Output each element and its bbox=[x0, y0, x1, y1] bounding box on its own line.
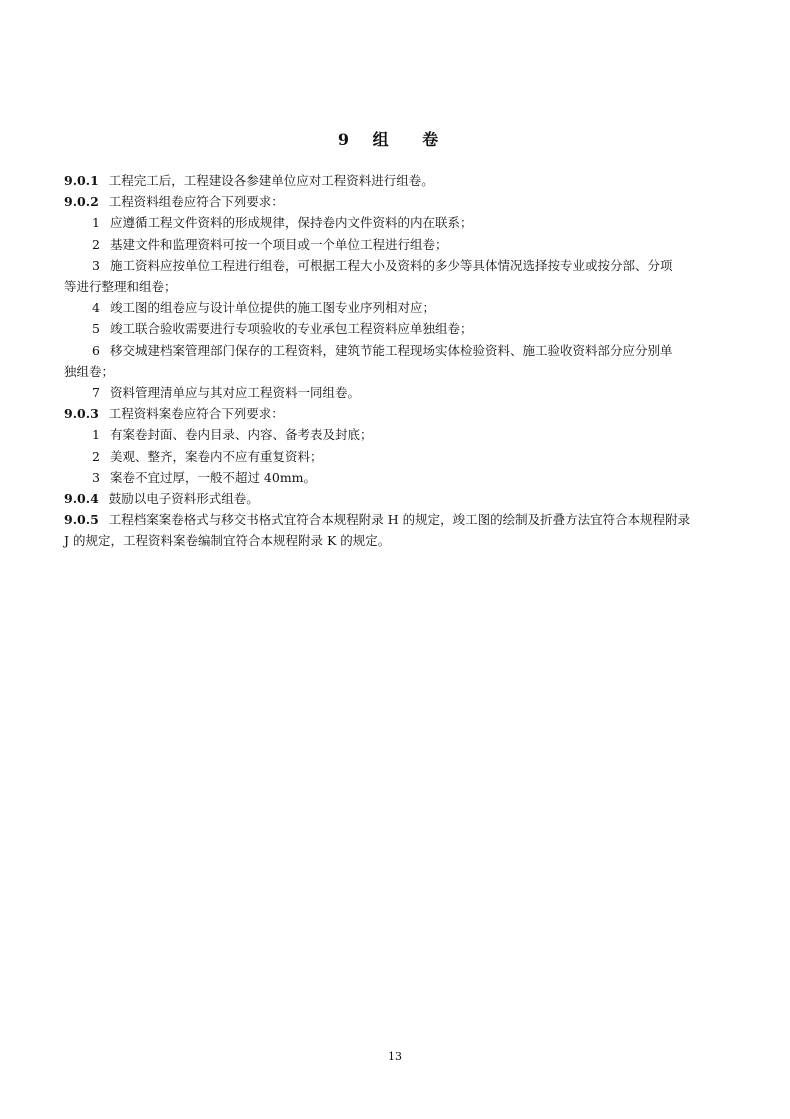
clause bbox=[64, 170, 724, 191]
clause-number: 9.0.2 bbox=[64, 194, 99, 210]
clause-number: 9.0.4 bbox=[64, 491, 99, 507]
list-item-number: 6 bbox=[92, 342, 100, 358]
clause-text: 有案卷封面、卷内目录、内容、备考表及封底； bbox=[109, 427, 373, 443]
clause-continuation: 等进行整理和组卷； bbox=[64, 279, 177, 295]
clause-text: 竣工联合验收需要进行专项验收的专业承包工程资料应单独组卷； bbox=[109, 321, 473, 337]
clause-number: 9.0.5 bbox=[64, 512, 99, 528]
list-item-number: 7 bbox=[92, 385, 100, 401]
clause-text: 鼓励以电子资料形式组卷。 bbox=[108, 491, 259, 507]
clause-text: 施工资料应按单位工程进行组卷，可根据工程大小及资料的多少等具体情况选择按专业或按分部、分项 bbox=[109, 257, 673, 273]
clause-text: 工程资料组卷应符合下列要求： bbox=[108, 194, 284, 210]
list-item-number: 4 bbox=[92, 300, 100, 316]
list-item bbox=[64, 255, 724, 276]
clause bbox=[64, 191, 724, 212]
chapter-title bbox=[0, 127, 790, 150]
clause bbox=[64, 509, 724, 530]
clause-text: 应遵循工程文件资料的形成规律，保持卷内文件资料的内在联系； bbox=[109, 215, 473, 231]
clause-continuation: 独组卷； bbox=[64, 363, 115, 379]
list-item-number: 1 bbox=[92, 427, 100, 443]
clause-text: 工程完工后，工程建设各参建单位应对工程资料进行组卷。 bbox=[108, 173, 434, 188]
clause-number: 9.0.1 bbox=[64, 173, 99, 188]
chapter-content bbox=[64, 170, 724, 552]
clause-text: 移交城建档案管理部门保存的工程资料，建筑节能工程现场实体检验资料、施工验收资料部分应分别单 bbox=[109, 342, 673, 358]
clause-text: 工程资料案卷应符合下列要求： bbox=[108, 406, 284, 422]
list-item bbox=[64, 424, 724, 445]
chapter-number: 9 bbox=[337, 130, 351, 149]
list-item bbox=[64, 212, 724, 233]
clause-text: 资料管理清单应与其对应工程资料一同组卷。 bbox=[109, 385, 360, 401]
page-number: 13 bbox=[388, 1050, 402, 1063]
clause-text: 基建文件和监理资料可按一个项目或一个单位工程进行组卷； bbox=[109, 236, 448, 252]
list-item bbox=[64, 467, 724, 488]
list-item-number: 1 bbox=[92, 215, 100, 231]
list-item bbox=[64, 234, 724, 255]
clause-text: 竣工图的组卷应与设计单位提供的施工图专业序列相对应； bbox=[109, 300, 435, 316]
clause bbox=[64, 403, 724, 424]
clause-continuation: J 的规定，工程资料案卷编制宜符合本规程附录 K 的规定。 bbox=[64, 533, 391, 549]
clause-text: 工程档案案卷格式与移交书格式宜符合本规程附录 H 的规定，竣工图的绘制及折叠方法宜符合本规程附录 bbox=[108, 512, 691, 528]
clause-text: 美观、整齐，案卷内不应有重复资料； bbox=[109, 448, 323, 464]
list-item-number: 3 bbox=[92, 469, 100, 485]
list-item-number: 2 bbox=[92, 448, 100, 464]
list-item-number: 3 bbox=[92, 257, 100, 273]
list-item bbox=[64, 340, 724, 361]
list-item bbox=[64, 318, 724, 339]
chapter-title-text: 组 卷 bbox=[372, 130, 453, 149]
list-item bbox=[64, 446, 724, 467]
list-item-number: 2 bbox=[92, 236, 100, 252]
list-item bbox=[64, 382, 724, 403]
clause bbox=[64, 488, 724, 509]
list-item-number: 5 bbox=[92, 321, 100, 337]
clause-number: 9.0.3 bbox=[64, 406, 99, 422]
clause-text: 案卷不宜过厚，一般不超过 40mm。 bbox=[109, 469, 317, 485]
list-item bbox=[64, 297, 724, 318]
